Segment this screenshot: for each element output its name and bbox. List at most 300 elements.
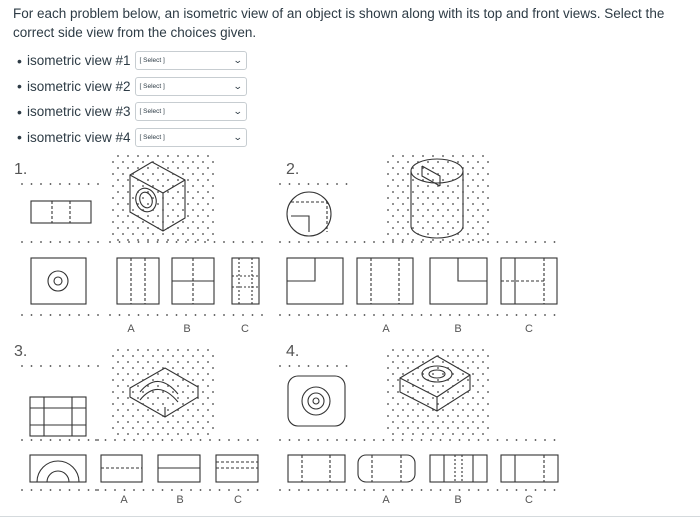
grid-dot: [142, 221, 144, 223]
grid-dot: [202, 197, 204, 199]
grid-dot: [147, 191, 149, 193]
grid-dot: [402, 361, 404, 363]
grid-dot: [467, 367, 469, 369]
grid-dot: [69, 489, 71, 491]
grid-dot: [373, 489, 375, 491]
grid-dot: [452, 385, 454, 387]
grid-dot: [432, 155, 434, 157]
grid-dot: [247, 439, 249, 441]
grid-dot: [457, 173, 459, 175]
grid-dot: [207, 373, 209, 375]
grid-dot: [432, 361, 434, 363]
grid-dot: [197, 191, 199, 193]
grid-dot: [407, 221, 409, 223]
grid-dot: [142, 391, 144, 393]
grid-dot: [192, 367, 194, 369]
grid-dot: [477, 427, 479, 429]
grid-dot: [182, 391, 184, 393]
grid-dot: [447, 221, 449, 223]
grid-dot: [177, 155, 179, 157]
grid-dot: [440, 439, 442, 441]
grid-dot: [402, 191, 404, 193]
grid-dot: [354, 314, 356, 316]
grid-dot: [452, 361, 454, 363]
grid-dot: [21, 365, 23, 367]
grid-dot: [462, 373, 464, 375]
grid-dot: [122, 221, 124, 223]
grid-dot: [442, 385, 444, 387]
grid-dot: [472, 409, 474, 411]
grid-dot: [482, 203, 484, 205]
grid-dot: [317, 489, 319, 491]
grid-dot: [202, 233, 204, 235]
grid-dot: [212, 427, 214, 429]
grid-dot: [152, 439, 154, 441]
grid-dot: [387, 185, 389, 187]
grid-dot: [417, 233, 419, 235]
grid-dot: [242, 241, 244, 243]
grid-dot: [167, 421, 169, 423]
grid-dot: [119, 314, 121, 316]
grid-dot: [59, 365, 61, 367]
grid-dot: [31, 365, 33, 367]
grid-dot: [346, 183, 348, 185]
grid-dot: [128, 241, 130, 243]
grid-dot: [137, 191, 139, 193]
grid-dot: [437, 355, 439, 357]
grid-dot: [472, 203, 474, 205]
grid-dot: [417, 221, 419, 223]
grid-dot: [219, 489, 221, 491]
grid-dot: [202, 173, 204, 175]
grid-dot: [397, 355, 399, 357]
grid-dot: [437, 391, 439, 393]
grid-dot: [427, 427, 429, 429]
grid-dot: [437, 367, 439, 369]
grid-dot: [432, 385, 434, 387]
grid-dot: [112, 427, 114, 429]
grid-dot: [472, 227, 474, 229]
grid-dot: [407, 379, 409, 381]
grid-dot: [228, 489, 230, 491]
grid-dot: [197, 155, 199, 157]
grid-dot: [192, 391, 194, 393]
grid-dot: [88, 365, 90, 367]
p2-top-view: [287, 192, 331, 236]
grid-dot: [202, 391, 204, 393]
grid-dot: [127, 239, 129, 241]
grid-dot: [152, 197, 154, 199]
p3-choice-c-label: C: [234, 494, 242, 506]
grid-dot: [127, 155, 129, 157]
grid-dot: [482, 433, 484, 435]
grid-dot: [387, 221, 389, 223]
grid-dot: [442, 397, 444, 399]
grid-dot: [177, 179, 179, 181]
grid-dot: [147, 167, 149, 169]
grid-dot: [392, 191, 394, 193]
grid-dot: [223, 241, 225, 243]
grid-dot: [383, 439, 385, 441]
grid-dot: [187, 179, 189, 181]
grid-dot: [422, 227, 424, 229]
grid-dot: [187, 421, 189, 423]
grid-dot: [477, 379, 479, 381]
question-label: isometric view #4: [27, 129, 131, 145]
grid-dot: [478, 241, 480, 243]
grid-dot: [147, 409, 149, 411]
grid-dot: [422, 179, 424, 181]
grid-dot: [412, 361, 414, 363]
grid-dot: [482, 167, 484, 169]
grid-dot: [487, 355, 489, 357]
grid-dot: [412, 409, 414, 411]
grid-dot: [152, 391, 154, 393]
grid-dot: [457, 415, 459, 417]
grid-dot: [117, 179, 119, 181]
grid-dot: [298, 489, 300, 491]
grid-dot: [336, 365, 338, 367]
grid-dot: [279, 489, 281, 491]
grid-dot: [497, 439, 499, 441]
grid-dot: [462, 203, 464, 205]
grid-dot: [482, 155, 484, 157]
grid-dot: [467, 233, 469, 235]
grid-dot: [289, 439, 291, 441]
grid-dot: [442, 409, 444, 411]
p3-choice-a-label: A: [120, 494, 128, 506]
grid-dot: [457, 367, 459, 369]
grid-dot: [402, 155, 404, 157]
grid-dot: [462, 167, 464, 169]
grid-dot: [212, 197, 214, 199]
grid-dot: [422, 409, 424, 411]
grid-dot: [132, 161, 134, 163]
grid-dot: [427, 161, 429, 163]
grid-dot: [417, 355, 419, 357]
grid-dot: [78, 365, 80, 367]
grid-dot: [516, 314, 518, 316]
grid-dot: [127, 167, 129, 169]
grid-dot: [432, 433, 434, 435]
grid-dot: [187, 361, 189, 363]
grid-dot: [157, 203, 159, 205]
grid-dot: [317, 241, 319, 243]
grid-dot: [392, 439, 394, 441]
grid-dot: [452, 373, 454, 375]
grid-dot: [31, 439, 33, 441]
grid-dot: [166, 241, 168, 243]
grid-dot: [147, 421, 149, 423]
grid-dot: [478, 439, 480, 441]
p2-choice-a: [357, 258, 413, 304]
grid-dot: [177, 385, 179, 387]
grid-dot: [152, 427, 154, 429]
grid-dot: [78, 439, 80, 441]
grid-dot: [181, 439, 183, 441]
grid-dot: [88, 439, 90, 441]
grid-dot: [487, 367, 489, 369]
grid-dot: [402, 215, 404, 217]
grid-dot: [97, 439, 99, 441]
grid-dot: [182, 161, 184, 163]
grid-dot: [392, 397, 394, 399]
grid-dot: [397, 379, 399, 381]
grid-dot: [336, 183, 338, 185]
grid-dot: [477, 367, 479, 369]
grid-dot: [112, 367, 114, 369]
grid-dot: [402, 227, 404, 229]
grid-dot: [112, 233, 114, 235]
grid-dot: [452, 227, 454, 229]
grid-dot: [50, 365, 52, 367]
grid-dot: [427, 209, 429, 211]
grid-dot: [21, 489, 23, 491]
grid-dot: [182, 415, 184, 417]
p4-choice-c-label: C: [525, 494, 533, 506]
grid-dot: [95, 489, 97, 491]
grid-dot: [122, 161, 124, 163]
bullet: •: [17, 129, 22, 146]
grid-dot: [411, 314, 413, 316]
grid-dot: [317, 314, 319, 316]
grid-dot: [117, 373, 119, 375]
grid-dot: [147, 203, 149, 205]
grid-dot: [457, 233, 459, 235]
grid-dot: [402, 373, 404, 375]
grid-dot: [207, 433, 209, 435]
grid-dot: [402, 421, 404, 423]
grid-dot: [112, 173, 114, 175]
grid-dot: [407, 367, 409, 369]
grid-dot: [346, 241, 348, 243]
grid-dot: [442, 203, 444, 205]
grid-dot: [200, 439, 202, 441]
grid-dot: [468, 439, 470, 441]
grid-dot: [105, 489, 107, 491]
p4-isometric-view: [400, 356, 470, 411]
question-label: isometric view #1: [27, 53, 131, 69]
grid-dot: [197, 227, 199, 229]
grid-dot: [132, 403, 134, 405]
grid-dot: [152, 367, 154, 369]
grid-dot: [432, 191, 434, 193]
grid-dot: [202, 161, 204, 163]
p2-choice-a-label: A: [382, 323, 390, 335]
grid-dot: [482, 385, 484, 387]
grid-dot: [554, 439, 556, 441]
grid-dot: [467, 173, 469, 175]
grid-dot: [147, 215, 149, 217]
grid-dot: [442, 215, 444, 217]
grid-dot: [197, 179, 199, 181]
grid-dot: [117, 191, 119, 193]
grid-dot: [437, 161, 439, 163]
grid-dot: [421, 489, 423, 491]
grid-dot: [327, 365, 329, 367]
grid-dot: [392, 349, 394, 351]
grid-dot: [192, 197, 194, 199]
grid-dot: [212, 209, 214, 211]
grid-dot: [137, 239, 139, 241]
grid-dot: [437, 209, 439, 211]
grid-dot: [387, 403, 389, 405]
grid-dot: [417, 197, 419, 199]
grid-dot: [482, 191, 484, 193]
grid-dot: [162, 427, 164, 429]
grid-dot: [69, 241, 71, 243]
grid-dot: [192, 161, 194, 163]
grid-dot: [487, 241, 489, 243]
grid-dot: [219, 439, 221, 441]
grid-dot: [535, 241, 537, 243]
grid-dot: [137, 155, 139, 157]
grid-dot: [407, 391, 409, 393]
grid-dot: [327, 439, 329, 441]
grid-dot: [412, 385, 414, 387]
grid-dot: [172, 185, 174, 187]
grid-dot: [59, 439, 61, 441]
grid-dot: [447, 197, 449, 199]
grid-dot: [449, 241, 451, 243]
p1-choice-a-label: A: [127, 323, 135, 335]
grid-dot: [127, 215, 129, 217]
grid-dot: [462, 409, 464, 411]
grid-dot: [497, 314, 499, 316]
grid-dot: [197, 361, 199, 363]
grid-dot: [421, 241, 423, 243]
grid-dot: [122, 233, 124, 235]
p1-choice-c-label: C: [241, 323, 249, 335]
grid-dot: [147, 385, 149, 387]
grid-dot: [40, 314, 42, 316]
grid-dot: [437, 197, 439, 199]
grid-dot: [497, 489, 499, 491]
grid-dot: [112, 161, 114, 163]
grid-dot: [114, 489, 116, 491]
grid-dot: [192, 355, 194, 357]
grid-dot: [202, 355, 204, 357]
problem-number-2: 2.: [286, 161, 300, 178]
grid-dot: [346, 439, 348, 441]
grid-dot: [133, 489, 135, 491]
grid-dot: [187, 191, 189, 193]
grid-dot: [122, 197, 124, 199]
p4-choice-a: [358, 455, 415, 482]
grid-dot: [31, 241, 33, 243]
grid-dot: [402, 409, 404, 411]
grid-dot: [411, 439, 413, 441]
grid-dot: [157, 397, 159, 399]
grid-dot: [172, 415, 174, 417]
grid-dot: [88, 183, 90, 185]
grid-dot: [167, 167, 169, 169]
grid-dot: [127, 203, 129, 205]
grid-dot: [207, 239, 209, 241]
grid-dot: [157, 227, 159, 229]
grid-dot: [387, 367, 389, 369]
grid-dot: [132, 367, 134, 369]
grid-dot: [112, 391, 114, 393]
grid-dot: [207, 215, 209, 217]
grid-dot: [412, 191, 414, 193]
grid-dot: [132, 233, 134, 235]
grid-dot: [402, 397, 404, 399]
grid-dot: [147, 227, 149, 229]
grid-dot: [422, 167, 424, 169]
grid-dot: [387, 355, 389, 357]
grid-dot: [544, 439, 546, 441]
grid-dot: [195, 241, 197, 243]
grid-dot: [402, 203, 404, 205]
grid-dot: [167, 385, 169, 387]
grid-dot: [202, 367, 204, 369]
grid-dot: [497, 241, 499, 243]
grid-dot: [535, 439, 537, 441]
grid-dot: [447, 161, 449, 163]
grid-dot: [427, 233, 429, 235]
grid-dot: [412, 179, 414, 181]
grid-dot: [97, 241, 99, 243]
grid-dot: [187, 397, 189, 399]
grid-dot: [31, 183, 33, 185]
grid-dot: [112, 415, 114, 417]
grid-dot: [442, 167, 444, 169]
grid-dot: [506, 241, 508, 243]
grid-dot: [487, 173, 489, 175]
grid-dot: [298, 439, 300, 441]
grid-dot: [127, 433, 129, 435]
grid-dot: [212, 185, 214, 187]
p2-choice-b-label: B: [454, 323, 462, 335]
grid-dot: [157, 373, 159, 375]
grid-dot: [477, 197, 479, 199]
grid-dot: [482, 409, 484, 411]
grid-dot: [167, 349, 169, 351]
grid-dot: [137, 421, 139, 423]
grid-dot: [417, 403, 419, 405]
grid-dot: [442, 361, 444, 363]
grid-dot: [152, 209, 154, 211]
grid-dot: [397, 173, 399, 175]
grid-dot: [308, 314, 310, 316]
p2-choice-c: [501, 258, 557, 304]
grid-dot: [462, 179, 464, 181]
grid-dot: [122, 173, 124, 175]
grid-dot: [364, 489, 366, 491]
grid-dot: [117, 385, 119, 387]
grid-dot: [457, 427, 459, 429]
grid-dot: [50, 241, 52, 243]
grid-dot: [171, 489, 173, 491]
grid-dot: [182, 185, 184, 187]
grid-dot: [207, 397, 209, 399]
grid-dot: [152, 173, 154, 175]
grid-dot: [279, 183, 281, 185]
grid-dot: [452, 421, 454, 423]
grid-dot: [525, 241, 527, 243]
grid-dot: [162, 221, 164, 223]
chevron-down-icon: ⌄: [232, 131, 243, 142]
grid-dot: [477, 173, 479, 175]
grid-dot: [162, 489, 164, 491]
grid-dot: [212, 161, 214, 163]
grid-dot: [412, 433, 414, 435]
grid-dot: [392, 385, 394, 387]
p1-top-view: [31, 201, 91, 223]
p1-isometric-view: [130, 162, 185, 231]
grid-dot: [412, 227, 414, 229]
